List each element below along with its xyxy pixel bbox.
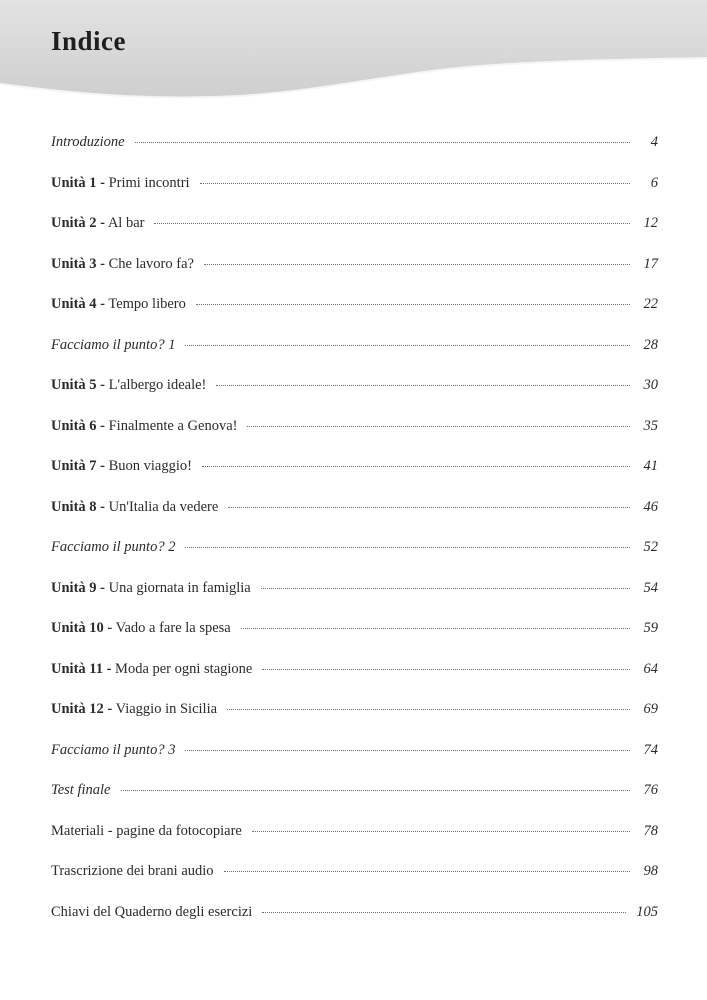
toc-entry-label	[51, 533, 175, 561]
unit-number: Unità 9 -	[51, 579, 105, 596]
toc-page-number: 78	[643, 822, 658, 839]
toc-page-number: 52	[643, 539, 658, 555]
toc-entry-title: Viaggio in Sicilia	[115, 701, 218, 717]
toc-page-number: 54	[643, 579, 658, 596]
toc-page-number: 22	[643, 296, 658, 312]
toc-entry-label	[51, 250, 194, 278]
toc-entry[interactable]	[51, 128, 658, 169]
unit-number: Unità 1 -	[51, 174, 105, 191]
toc-entry[interactable]	[51, 695, 658, 736]
unit-number: Unità 11 -	[51, 660, 112, 677]
dot-leader	[135, 142, 630, 143]
toc-entry-title: Tempo libero	[108, 296, 186, 312]
toc-page-number: 4	[650, 134, 658, 150]
toc-entry-title: Chiavi del Quaderno degli esercizi	[51, 903, 253, 920]
dot-leader	[224, 871, 630, 872]
toc-entry[interactable]	[51, 655, 658, 696]
toc-entry-title: Moda per ogni stagione	[115, 660, 253, 677]
toc-page-number: 74	[643, 741, 658, 758]
table-of-contents	[51, 128, 658, 938]
dot-leader	[196, 304, 630, 305]
dot-leader	[121, 790, 631, 791]
dot-leader	[216, 385, 630, 386]
unit-number: Unità 6 -	[51, 417, 105, 434]
toc-entry-title: Materiali - pagine da fotocopiare	[51, 822, 242, 839]
toc-entry-title: Introduzione	[51, 134, 125, 150]
toc-entry-title: Una giornata in famiglia	[108, 579, 251, 596]
toc-page-number: 59	[643, 620, 658, 636]
toc-entry[interactable]	[51, 857, 658, 898]
toc-entry-title: L'albergo ideale!	[108, 377, 207, 393]
toc-entry[interactable]	[51, 412, 658, 453]
toc-entry-title: Vado a fare la spesa	[115, 620, 231, 636]
toc-entry-label	[51, 209, 144, 237]
unit-number: Unità 4 -	[51, 296, 105, 312]
toc-entry[interactable]	[51, 736, 658, 777]
toc-entry-title: Che lavoro fa?	[108, 255, 194, 272]
toc-entry-label	[51, 290, 186, 318]
toc-entry-title: Buon viaggio!	[108, 458, 192, 474]
toc-entry-label	[51, 169, 190, 197]
dot-leader	[204, 264, 630, 265]
toc-entry-title: Facciamo il punto? 3	[51, 741, 176, 758]
toc-page-number: 69	[643, 701, 658, 717]
toc-entry-title: Trascrizione dei brani audio	[51, 863, 214, 879]
dot-leader	[252, 831, 630, 832]
toc-page-number: 17	[643, 255, 658, 272]
dot-leader	[262, 912, 626, 913]
toc-page-number: 76	[643, 782, 658, 798]
dot-leader	[185, 345, 630, 346]
toc-entry[interactable]	[51, 250, 658, 291]
unit-number: Unità 3 -	[51, 255, 105, 272]
toc-page-number: 35	[643, 417, 658, 434]
dot-leader	[185, 750, 630, 751]
dot-leader	[154, 223, 630, 224]
toc-entry-title: Un'Italia da vedere	[108, 498, 219, 515]
toc-entry-label	[51, 655, 252, 683]
toc-entry[interactable]	[51, 493, 658, 534]
toc-entry[interactable]	[51, 331, 658, 372]
toc-entry-label	[51, 128, 125, 156]
toc-entry[interactable]	[51, 290, 658, 331]
toc-entry-label	[51, 817, 242, 845]
toc-entry-label	[51, 898, 252, 926]
toc-page-number: 98	[643, 863, 658, 879]
toc-entry[interactable]	[51, 371, 658, 412]
toc-entry-title: Test finale	[51, 782, 111, 798]
toc-entry-label	[51, 371, 206, 399]
dot-leader	[261, 588, 630, 589]
dot-leader	[247, 426, 630, 427]
toc-entry-label	[51, 776, 111, 804]
toc-entry[interactable]	[51, 452, 658, 493]
toc-entry-label	[51, 493, 218, 521]
unit-number: Unità 5 -	[51, 377, 105, 393]
toc-entry-label	[51, 331, 175, 359]
toc-entry[interactable]	[51, 898, 658, 939]
toc-entry-label	[51, 736, 175, 764]
toc-page-number: 12	[643, 215, 658, 231]
toc-entry[interactable]	[51, 817, 658, 858]
dot-leader	[228, 507, 630, 508]
toc-entry-label	[51, 412, 237, 440]
toc-entry[interactable]	[51, 209, 658, 250]
unit-number: Unità 10 -	[51, 620, 113, 636]
toc-entry-label	[51, 695, 217, 723]
toc-page-number: 105	[636, 903, 658, 920]
toc-page-number: 6	[650, 174, 658, 191]
toc-entry[interactable]	[51, 169, 658, 210]
unit-number: Unità 12 -	[51, 701, 113, 717]
toc-page-number: 64	[643, 660, 658, 677]
toc-page-number: 28	[643, 336, 658, 353]
unit-number: Unità 2 -	[51, 215, 105, 231]
toc-entry[interactable]	[51, 614, 658, 655]
toc-entry-label	[51, 857, 214, 885]
toc-page-number: 30	[643, 377, 658, 393]
toc-entry-title: Facciamo il punto? 1	[51, 336, 176, 353]
toc-entry-title: Finalmente a Genova!	[108, 417, 238, 434]
dot-leader	[200, 183, 630, 184]
toc-entry-title: Al bar	[107, 215, 145, 231]
toc-entry-title: Facciamo il punto? 2	[51, 539, 176, 555]
toc-entry[interactable]	[51, 533, 658, 574]
toc-entry-label	[51, 614, 231, 642]
toc-entry[interactable]	[51, 776, 658, 817]
toc-entry-label	[51, 574, 251, 602]
dot-leader	[185, 547, 630, 548]
unit-number: Unità 7 -	[51, 458, 105, 474]
dot-leader	[227, 709, 630, 710]
dot-leader	[262, 669, 630, 670]
dot-leader	[241, 628, 630, 629]
toc-page-number: 46	[643, 498, 658, 515]
page-title: Indice	[51, 26, 127, 56]
unit-number: Unità 8 -	[51, 498, 105, 515]
toc-entry[interactable]	[51, 574, 658, 615]
toc-page-number: 41	[643, 458, 658, 474]
toc-entry-label	[51, 452, 192, 480]
toc-entry-title: Primi incontri	[108, 174, 190, 191]
dot-leader	[202, 466, 630, 467]
